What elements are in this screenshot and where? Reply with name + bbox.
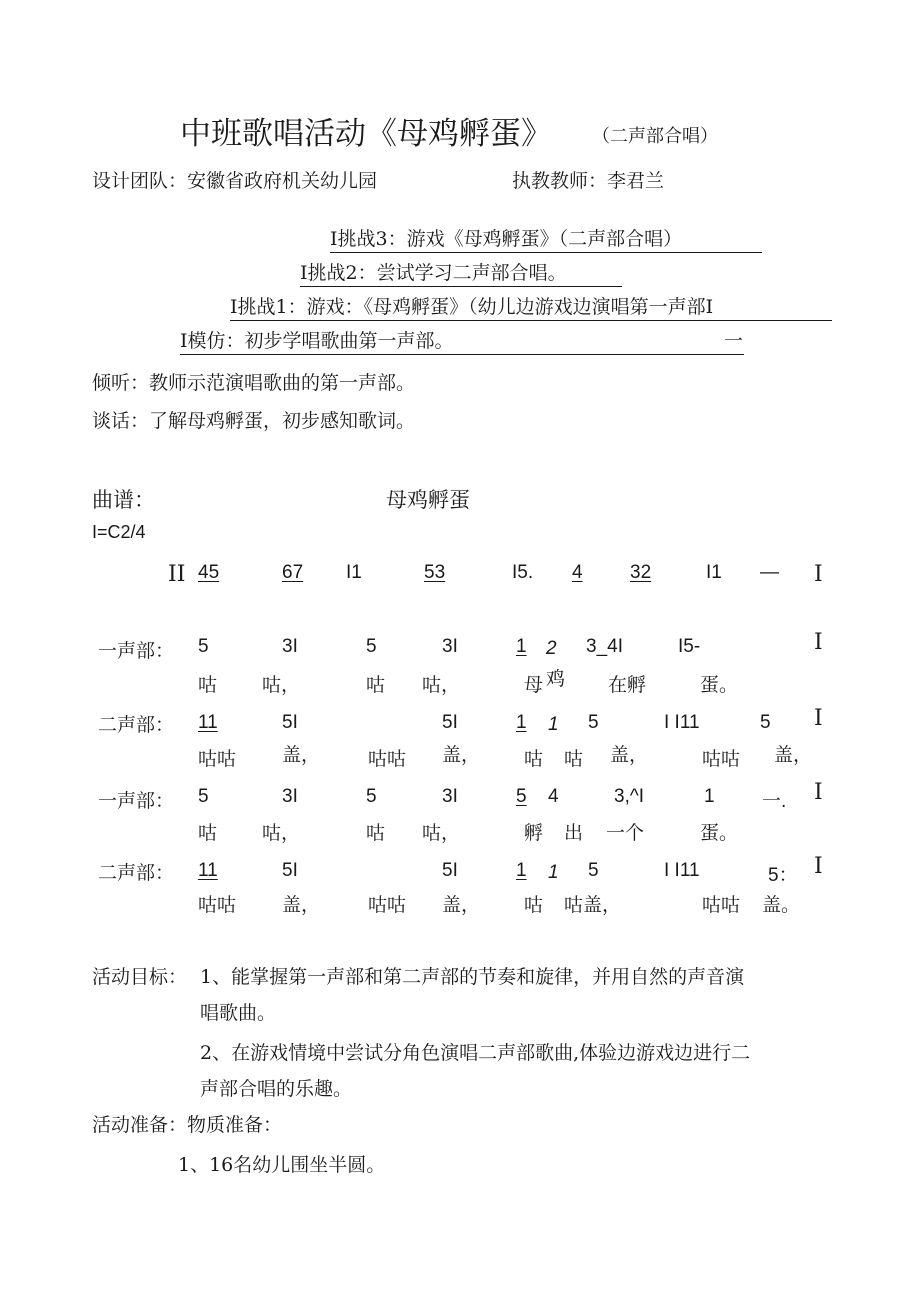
part-label: 二声部： xyxy=(98,714,175,736)
lyric: 盖， xyxy=(774,744,813,766)
lyric: 在孵 xyxy=(608,674,647,696)
prep-label: 活动准备：物质准备： xyxy=(92,1114,283,1136)
lyric: 盖， xyxy=(282,894,321,916)
intro-note: I1 xyxy=(706,562,722,583)
goal-1-line-1: 1、能掌握第一声部和第二声部的节奏和旋律，并用自然的声音演 xyxy=(200,966,745,988)
lyric: 咕 xyxy=(524,748,544,770)
lyric: 咕咕 xyxy=(198,748,237,770)
lyric: 咕 xyxy=(366,822,386,844)
note: 1 xyxy=(516,860,527,881)
note: 5： xyxy=(768,865,798,886)
lyric: 母 xyxy=(524,674,544,696)
challenge-3: Ⅰ挑战3：游戏《母鸡孵蛋》（二声部合唱） xyxy=(330,224,762,253)
barline: Ⅰ xyxy=(814,780,823,805)
note: 5 xyxy=(760,712,771,733)
note: 一. xyxy=(762,791,787,812)
lyric: 盖， xyxy=(442,894,481,916)
note: 3,^I xyxy=(614,786,645,807)
note: 1 xyxy=(548,862,559,883)
note: 1 xyxy=(516,712,527,733)
barline: Ⅰ xyxy=(814,854,823,879)
note: 1 xyxy=(548,714,559,735)
key-signature: I=C2/4 xyxy=(92,522,146,542)
lyric: 咕， xyxy=(422,674,461,696)
lyric: 蛋。 xyxy=(700,674,739,696)
intro-barline-start: ⅠⅠ xyxy=(168,562,186,587)
note: 5 xyxy=(198,786,209,807)
barline: Ⅰ xyxy=(814,630,823,655)
note: I5- xyxy=(678,636,701,657)
goal-1-line-2: 唱歌曲。 xyxy=(200,1002,277,1024)
lyric: 咕 xyxy=(524,894,544,916)
lyric: 孵 xyxy=(524,822,544,844)
note: 5I xyxy=(442,860,458,881)
lyric: 咕， xyxy=(422,822,461,844)
intro-dash: — xyxy=(760,562,779,583)
lyric: 咕咕 xyxy=(368,894,407,916)
lyric: 咕， xyxy=(262,674,301,696)
listen-step: 倾听：教师示范演唱歌曲的第一声部。 xyxy=(92,372,416,394)
design-team: 设计团队：安徽省政府机关幼儿园 xyxy=(92,170,378,192)
imitation-text: Ⅰ模仿：初步学唱歌曲第一声部。 xyxy=(180,330,454,352)
note: I I11 xyxy=(664,860,700,881)
imitation-tail: 一 xyxy=(724,330,744,352)
note: 1 xyxy=(516,636,527,657)
barline: Ⅰ xyxy=(814,706,823,731)
lyric: 咕盖， xyxy=(564,894,622,916)
intro-barline-end: Ⅰ xyxy=(814,562,823,587)
challenge-2: Ⅰ挑战2：尝试学习二声部合唱。 xyxy=(300,258,622,287)
note: 5 xyxy=(588,712,599,733)
lyric: 咕， xyxy=(262,822,301,844)
lyric: 出 xyxy=(564,822,584,844)
note: 11 xyxy=(198,860,218,881)
teacher: 执教教师：李君兰 xyxy=(512,170,665,192)
lyric: 咕 xyxy=(198,674,218,696)
lyric: 咕 xyxy=(564,748,584,770)
lyric: 盖， xyxy=(282,744,321,766)
part-label: 一声部： xyxy=(98,790,175,812)
part-label: 二声部： xyxy=(98,862,175,884)
note: 5 xyxy=(588,860,599,881)
note: 5 xyxy=(516,786,527,807)
goals-label: 活动目标： xyxy=(92,966,188,988)
page-title: 中班歌唱活动《母鸡孵蛋》 xyxy=(180,116,552,152)
song-title: 母鸡孵蛋 xyxy=(386,488,470,512)
talk-step: 谈话：了解母鸡孵蛋，初步感知歌词。 xyxy=(92,410,416,432)
note: I I11 xyxy=(664,712,700,733)
note: 5 xyxy=(366,636,377,657)
intro-note: 45 xyxy=(198,562,220,583)
lyric: 蛋。 xyxy=(700,822,739,844)
note: 5I xyxy=(282,712,298,733)
imitation-step xyxy=(180,326,744,355)
intro-note: I5. xyxy=(512,562,534,583)
note: 5I xyxy=(282,860,298,881)
note: 3I xyxy=(442,786,458,807)
intro-note: 4 xyxy=(572,562,583,583)
note: 2 xyxy=(546,638,557,659)
lyric: 一个 xyxy=(606,822,645,844)
goal-2-line-1: 2、在游戏情境中尝试分角色演唱二声部歌曲,体验边游戏边进行二 xyxy=(200,1042,751,1064)
goal-2-line-2: 声部合唱的乐趣。 xyxy=(200,1078,353,1100)
note: 5 xyxy=(366,786,377,807)
part-label: 一声部： xyxy=(98,640,175,662)
lyric: 咕咕 xyxy=(198,894,237,916)
note: 3I xyxy=(282,636,298,657)
intro-note: 53 xyxy=(424,562,446,583)
note: 3I xyxy=(282,786,298,807)
lyric: 咕 xyxy=(198,822,218,844)
page-subtitle: （二声部合唱） xyxy=(592,126,718,147)
note: 4 xyxy=(548,786,559,807)
intro-note: 32 xyxy=(630,562,652,583)
note: 3_4I xyxy=(586,636,623,657)
note: 5I xyxy=(442,712,458,733)
note: 1 xyxy=(704,786,715,807)
lyric: 咕咕 xyxy=(702,894,741,916)
prep-item-1: 1、16名幼儿围坐半圆。 xyxy=(178,1154,386,1176)
intro-note: I1 xyxy=(346,562,362,583)
lyric: 咕咕 xyxy=(368,748,407,770)
lyric: 盖， xyxy=(442,744,481,766)
note: 5 xyxy=(198,636,209,657)
intro-note: 67 xyxy=(282,562,304,583)
lyric: 咕 xyxy=(366,674,386,696)
lyric: 咕咕 xyxy=(702,748,741,770)
lyric: 盖。 xyxy=(762,894,801,916)
lyric: 鸡 xyxy=(546,668,566,690)
lyric: 盖， xyxy=(610,744,649,766)
score-label: 曲谱： xyxy=(92,488,155,512)
note: 3I xyxy=(442,636,458,657)
note: 11 xyxy=(198,712,218,733)
challenge-1: Ⅰ挑战1：游戏：《母鸡孵蛋》（幼儿边游戏边演唱第一声部Ⅰ xyxy=(230,292,832,321)
